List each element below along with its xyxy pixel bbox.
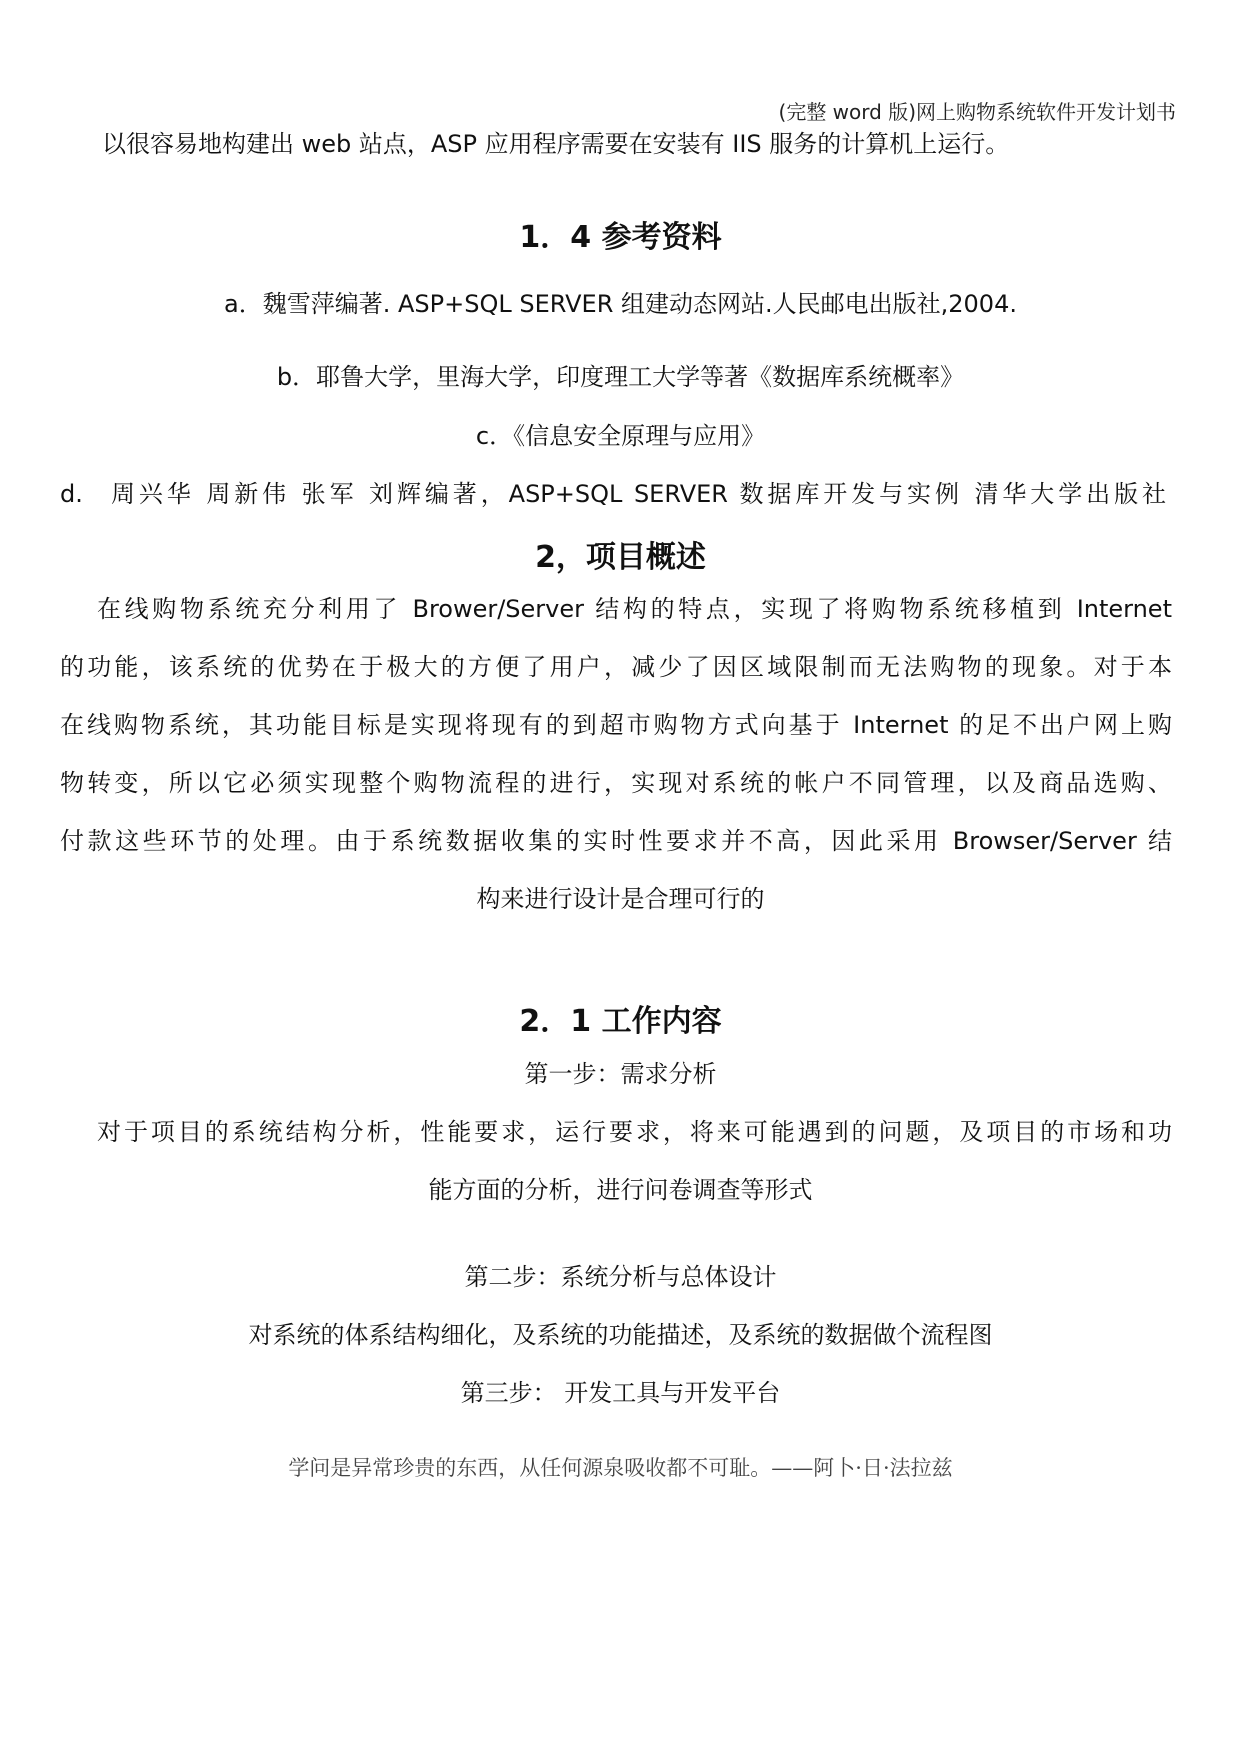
step-1-line-2: 能方面的分析，进行问卷调查等形式 [428, 1176, 813, 1204]
reference-d-label: d. [60, 480, 83, 508]
section-2-heading: 2，项目概述 [535, 540, 706, 575]
step-3-title: 第三步： 开发工具与开发平台 [460, 1379, 781, 1407]
overview-line-3: 在线购物系统，其功能目标是实现将现有的到超市购物方式向基于 Internet 的足不出户网上购 [60, 711, 1172, 739]
intro-line: 以很容易地构建出 web 站点，ASP 应用程序需要在安装有 IIS 服务的计算机上运行。 [102, 130, 1010, 158]
step-2-title: 第二步：系统分析与总体设计 [464, 1263, 777, 1291]
step-1-title: 第一步：需求分析 [524, 1060, 717, 1088]
reference-d-text: 周兴华 周新伟 张军 刘辉编著，ASP+SQL SERVER 数据库开发与实例 清华大学出版社 [111, 480, 1166, 508]
section-2-1-heading: 2．1 工作内容 [519, 1004, 722, 1039]
reference-c: c．《信息安全原理与应用》 [475, 422, 766, 450]
overview-line-1: 在线购物系统充分利用了 Brower/Server 结构的特点，实现了将购物系统移植到 Internet [97, 595, 1172, 623]
overview-line-5: 付款这些环节的处理。由于系统数据收集的实时性要求并不高，因此采用 Browser/Server 结 [60, 827, 1172, 855]
reference-a: a．魏雪萍编著. ASP+SQL SERVER 组建动态网站.人民邮电出版社,2004. [224, 290, 1017, 318]
overview-line-2: 的功能，该系统的优势在于极大的方便了用户，减少了因区域限制而无法购物的现象。对于本 [60, 653, 1172, 681]
running-header: (完整 word 版)网上购物系统软件开发计划书 [778, 100, 1176, 124]
step-1-line-1: 对于项目的系统结构分析，性能要求，运行要求，将来可能遇到的问题，及项目的市场和功 [97, 1118, 1172, 1146]
step-2-description: 对系统的体系结构细化，及系统的功能描述，及系统的数据做个流程图 [248, 1321, 993, 1349]
footer-quote: 学问是异常珍贵的东西，从任何源泉吸收都不可耻。——阿卜·日·法拉兹 [288, 1456, 953, 1480]
reference-b: b．耶鲁大学，里海大学，印度理工大学等著《数据库系统概率》 [276, 363, 965, 391]
overview-line-4: 物转变，所以它必须实现整个购物流程的进行，实现对系统的帐户不同管理，以及商品选购、 [60, 769, 1172, 797]
section-1-4-heading: 1．4 参考资料 [519, 220, 722, 255]
overview-line-6: 构来进行设计是合理可行的 [476, 885, 765, 913]
